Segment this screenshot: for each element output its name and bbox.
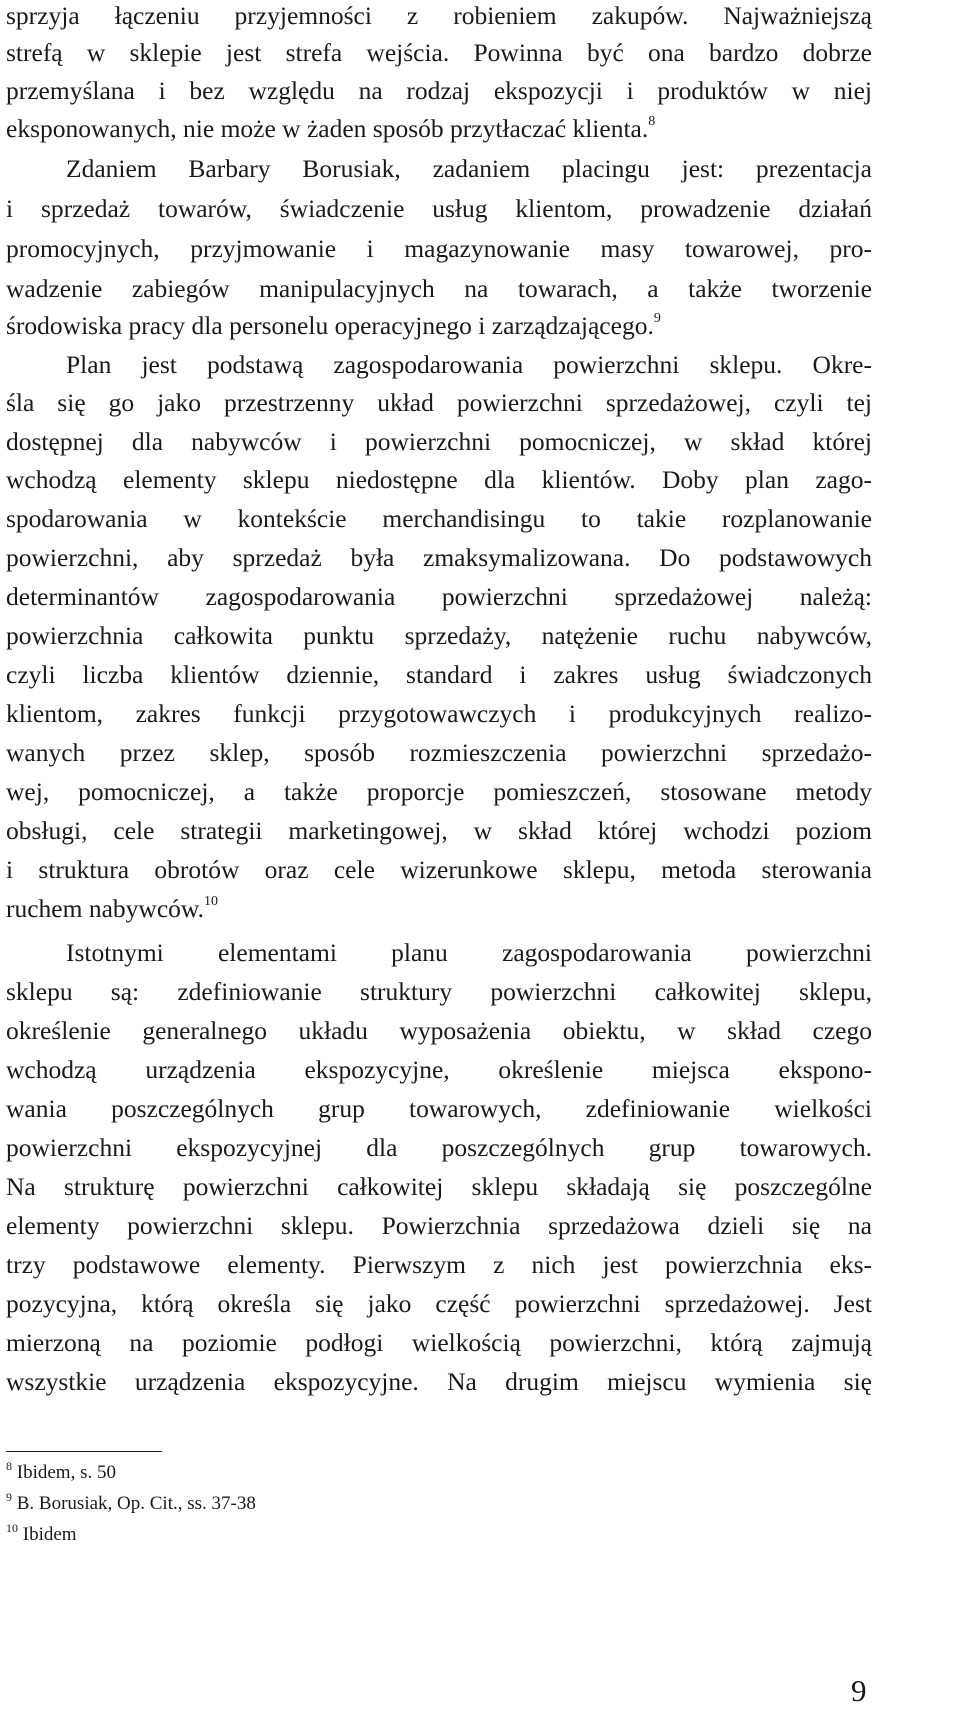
footnote	[6, 1491, 256, 1517]
text-line: środowiska pracy dla personelu operacyjnego i zarządzającego.	[6, 311, 654, 340]
text-line: klientom, zakres funkcji przygotowawczych i produkcyjnych realizo-	[6, 699, 872, 728]
text-line-with-ref	[6, 890, 218, 928]
footnote-text: B. Borusiak, Op. Cit., ss. 37-38	[16, 1493, 256, 1514]
text-line: wanych przez sklep, sposób rozmieszczenia powierzchni sprzedażo-	[6, 738, 872, 767]
text-line: eksponowanych, nie może w żaden sposób przytłaczać klienta.	[6, 114, 649, 143]
text-line: determinantów zagospodarowania powierzchni sprzedażowej należą:	[6, 582, 872, 611]
text-line: i struktura obrotów oraz cele wizerunkowe sklepu, metoda sterowania	[6, 855, 872, 884]
text-line: sprzyja łączeniu przyjemności z robieniem zakupów. Najważniejszą	[6, 1, 872, 30]
footnote-ref: 8	[648, 114, 656, 129]
paragraph-start: Zdaniem Barbary Borusiak, zadaniem placingu jest: prezentacja	[66, 154, 872, 183]
footnote-number: 8	[6, 1459, 12, 1473]
text-line: wania poszczególnych grup towarowych, zdefiniowanie wielkości	[6, 1094, 872, 1123]
paragraph-start: Istotnymi elementami planu zagospodarowania powierzchni	[66, 938, 872, 967]
text-line: elementy powierzchni sklepu. Powierzchnia sprzedażowa dzieli się na	[6, 1211, 872, 1240]
text-line-with-ref	[6, 110, 655, 148]
text-line: powierzchnia całkowita punktu sprzedaży, natężenie ruchu nabywców,	[6, 621, 872, 650]
text-line: śla się go jako przestrzenny układ powierzchni sprzedażowej, czyli tej	[6, 388, 872, 417]
text-line: wszystkie urządzenia ekspozycyjne. Na drugim miejscu wymienia się	[6, 1367, 872, 1396]
text-line: wchodzą elementy sklepu niedostępne dla klientów. Doby plan zago-	[6, 465, 872, 494]
footnote-text: Ibidem	[22, 1524, 77, 1545]
text-line: dostępnej dla nabywców i powierzchni pomocniczej, w skład której	[6, 427, 872, 456]
text-line: Na strukturę powierzchni całkowitej sklepu składają się poszczególne	[6, 1172, 872, 1201]
text-line: promocyjnych, przyjmowanie i magazynowanie masy towarowej, pro-	[6, 234, 872, 263]
text-line: spodarowania w kontekście merchandisingu to takie rozplanowanie	[6, 504, 872, 533]
footnote	[6, 1522, 77, 1548]
text-line: przemyślana i bez względu na rodzaj ekspozycji i produktów w niej	[6, 76, 872, 105]
text-line: obsługi, cele strategii marketingowej, w skład której wchodzi poziom	[6, 816, 872, 845]
footnote-ref: 9	[653, 311, 661, 326]
text-line: trzy podstawowe elementy. Pierwszym z nich jest powierzchnia eks-	[6, 1250, 872, 1279]
text-line: sklepu są: zdefiniowanie struktury powierzchni całkowitej sklepu,	[6, 977, 872, 1006]
text-line: wej, pomocniczej, a także proporcje pomieszczeń, stosowane metody	[6, 777, 872, 806]
text-line: i sprzedaż towarów, świadczenie usług klientom, prowadzenie działań	[6, 194, 872, 223]
text-line: ruchem nabywców.	[6, 894, 205, 923]
text-line: powierzchni, aby sprzedaż była zmaksymalizowana. Do podstawowych	[6, 543, 872, 572]
text-line: strefą w sklepie jest strefa wejścia. Powinna być ona bardzo dobrze	[6, 38, 872, 67]
footnote-text: Ibidem, s. 50	[16, 1462, 116, 1483]
text-line: pozycyjna, którą określa się jako część powierzchni sprzedażowej. Jest	[6, 1289, 872, 1318]
text-line: powierzchni ekspozycyjnej dla poszczególnych grup towarowych.	[6, 1133, 872, 1162]
text-line: określenie generalnego układu wyposażenia obiektu, w skład czego	[6, 1016, 872, 1045]
page-number: 9	[851, 1673, 867, 1708]
footnote-ref: 10	[204, 894, 219, 909]
paragraph-start: Plan jest podstawą zagospodarowania powierzchni sklepu. Okre-	[66, 350, 872, 379]
text-line: mierzoną na poziomie podłogi wielkością powierzchni, którą zajmują	[6, 1328, 872, 1357]
footnote-separator	[6, 1451, 162, 1452]
text-line: czyli liczba klientów dziennie, standard i zakres usług świadczonych	[6, 660, 872, 689]
footnote-number: 9	[6, 1490, 12, 1504]
text-line: wadzenie zabiegów manipulacyjnych na towarach, a także tworzenie	[6, 274, 872, 303]
text-line-with-ref	[6, 307, 661, 345]
footnote	[6, 1460, 116, 1486]
footnote-number: 10	[6, 1521, 18, 1535]
text-line: wchodzą urządzenia ekspozycyjne, określenie miejsca ekspono-	[6, 1055, 872, 1084]
